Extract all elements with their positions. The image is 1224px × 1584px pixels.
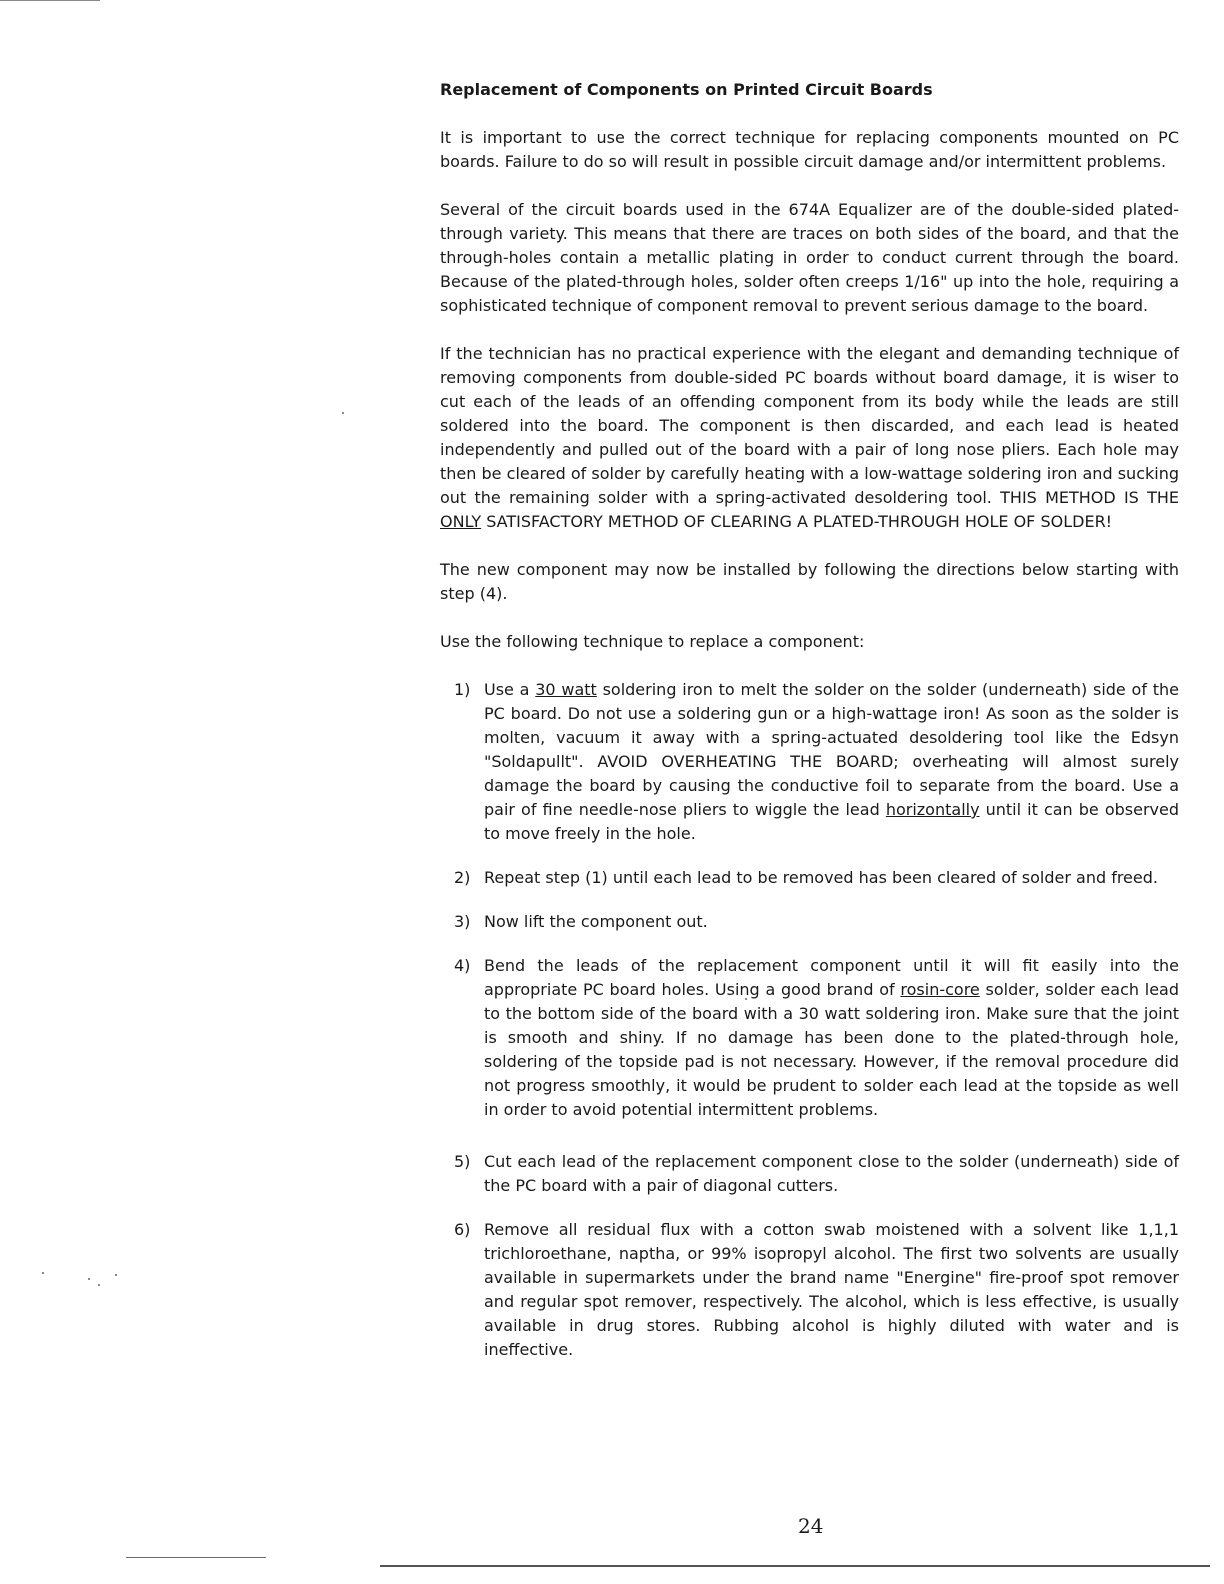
scan-speck — [115, 1274, 117, 1276]
scan-artifact-top-rule — [0, 0, 100, 1]
step-text — [484, 678, 1179, 846]
step-number: 2) — [454, 868, 471, 887]
scan-speck — [98, 1284, 100, 1286]
step-item — [440, 866, 1179, 890]
step-number: 1) — [454, 680, 471, 699]
step-text: Now lift the component out. — [484, 912, 708, 931]
step-text — [484, 954, 1179, 1122]
section-heading: Replacement of Components on Printed Circuit Boards — [440, 80, 933, 99]
text-span: SATISFACTORY METHOD OF CLEARING A PLATED-THROUGH HOLE OF SOLDER! — [481, 512, 1113, 531]
text-span: If the technician has no practical experience with the elegant and demanding technique of removing components from double-sided PC boards without board damage, it is wiser to cut each of the leads of an offending component from its body while the leads are still soldered into the board. The component is then discarded, and each lead is heated independently and pulled out of the board with a pair of long nose pliers. Each hole may then be cleared of solder by carefully heating with a low-wattage soldering iron and sucking out the remaining solder with a spring-activated desoldering tool. THIS METHOD IS THE — [440, 344, 1179, 507]
scan-speck — [88, 1278, 90, 1280]
step-item — [440, 954, 1179, 1122]
text-span: Bend the leads of the replacement component until it will fit easily into the appropriate PC board holes. Using a good brand of — [484, 956, 1179, 999]
footer-rule — [380, 1565, 1210, 1567]
step-text: Repeat step (1) until each lead to be removed has been cleared of solder and freed. — [484, 868, 1158, 887]
text-span: solder, solder each lead to the bottom side of the board with a 30 watt soldering iron. Make sure that the joint is smooth and shiny. If no damage has been done to the plated-through hole, soldering of the topside pad is not necessary. However, if the removal procedure did not progress smoothly, it would be prudent to solder each lead at the topside as well in order to avoid potential intermittent problems. — [484, 980, 1180, 1119]
step-item — [440, 1150, 1179, 1198]
scan-speck — [42, 1272, 44, 1274]
step-item — [440, 1218, 1179, 1362]
text-span: until it can be observed to move freely in the hole. — [484, 800, 1180, 843]
step-item — [440, 910, 1179, 934]
underlined-emphasis: ONLY — [440, 512, 482, 531]
scan-artifact-footer-rule — [126, 1557, 266, 1558]
step-number: 5) — [454, 1152, 471, 1171]
page-content — [440, 80, 1179, 1382]
step-text: Cut each lead of the replacement component close to the solder (underneath) side of the PC board with a pair of diagonal cutters. — [484, 1152, 1179, 1195]
text-span: soldering iron to melt the solder on the solder (underneath) side of the PC board. Do not use a soldering gun or a high-wattage iron! As soon as the solder is molten, vacuum it away with a spring-actuated desoldering tool like the Edsyn "Soldapullt". AVOID OVERHEATING THE BOARD; overheating will almost surely damage the board by causing the conductive foil to separate from the board. Use a pair of fine needle-nose pliers to wiggle the lead — [484, 680, 1179, 819]
step-number: 6) — [454, 1220, 471, 1239]
scan-speck — [342, 412, 344, 414]
underlined-emphasis: horizontally — [885, 800, 980, 819]
step-number: 4) — [454, 956, 471, 975]
underlined-emphasis: rosin-core — [900, 980, 980, 999]
step-item — [440, 678, 1179, 846]
paragraph-intro: It is important to use the correct technique for replacing components mounted on PC boards. Failure to do so will result in possible circuit damage and/or intermittent problems. — [440, 128, 1179, 171]
step-number: 3) — [454, 912, 471, 931]
step-text: Remove all residual flux with a cotton swab moistened with a solvent like 1,1,1 trichloroethane, naptha, or 99% isopropyl alcohol. The first two solvents are usually available in supermarkets under the brand name "Energine" fire-proof spot remover and regular spot remover, respectively. The alcohol, which is less effective, is usually available in drug stores. Rubbing alcohol is highly diluted with water and is ineffective. — [484, 1220, 1179, 1359]
steps-list — [440, 678, 1179, 1362]
page-number: 24 — [798, 1514, 824, 1538]
paragraph-install-note: The new component may now be installed by following the directions below starting with step (4). — [440, 560, 1179, 603]
underlined-emphasis: 30 watt — [535, 680, 597, 699]
paragraph-double-sided-boards: Several of the circuit boards used in the 674A Equalizer are of the double-sided plated-through variety. This means that there are traces on both sides of the board, and that the through-holes contain a metallic plating in order to conduct current through the board. Because of the plated-through holes, solder often creeps 1/16" up into the hole, requiring a sophisticated technique of component removal to prevent serious damage to the board. — [440, 200, 1179, 315]
text-span: Use a — [484, 680, 536, 699]
paragraph-removal-advice — [440, 342, 1179, 534]
paragraph-technique-intro: Use the following technique to replace a component: — [440, 632, 865, 651]
